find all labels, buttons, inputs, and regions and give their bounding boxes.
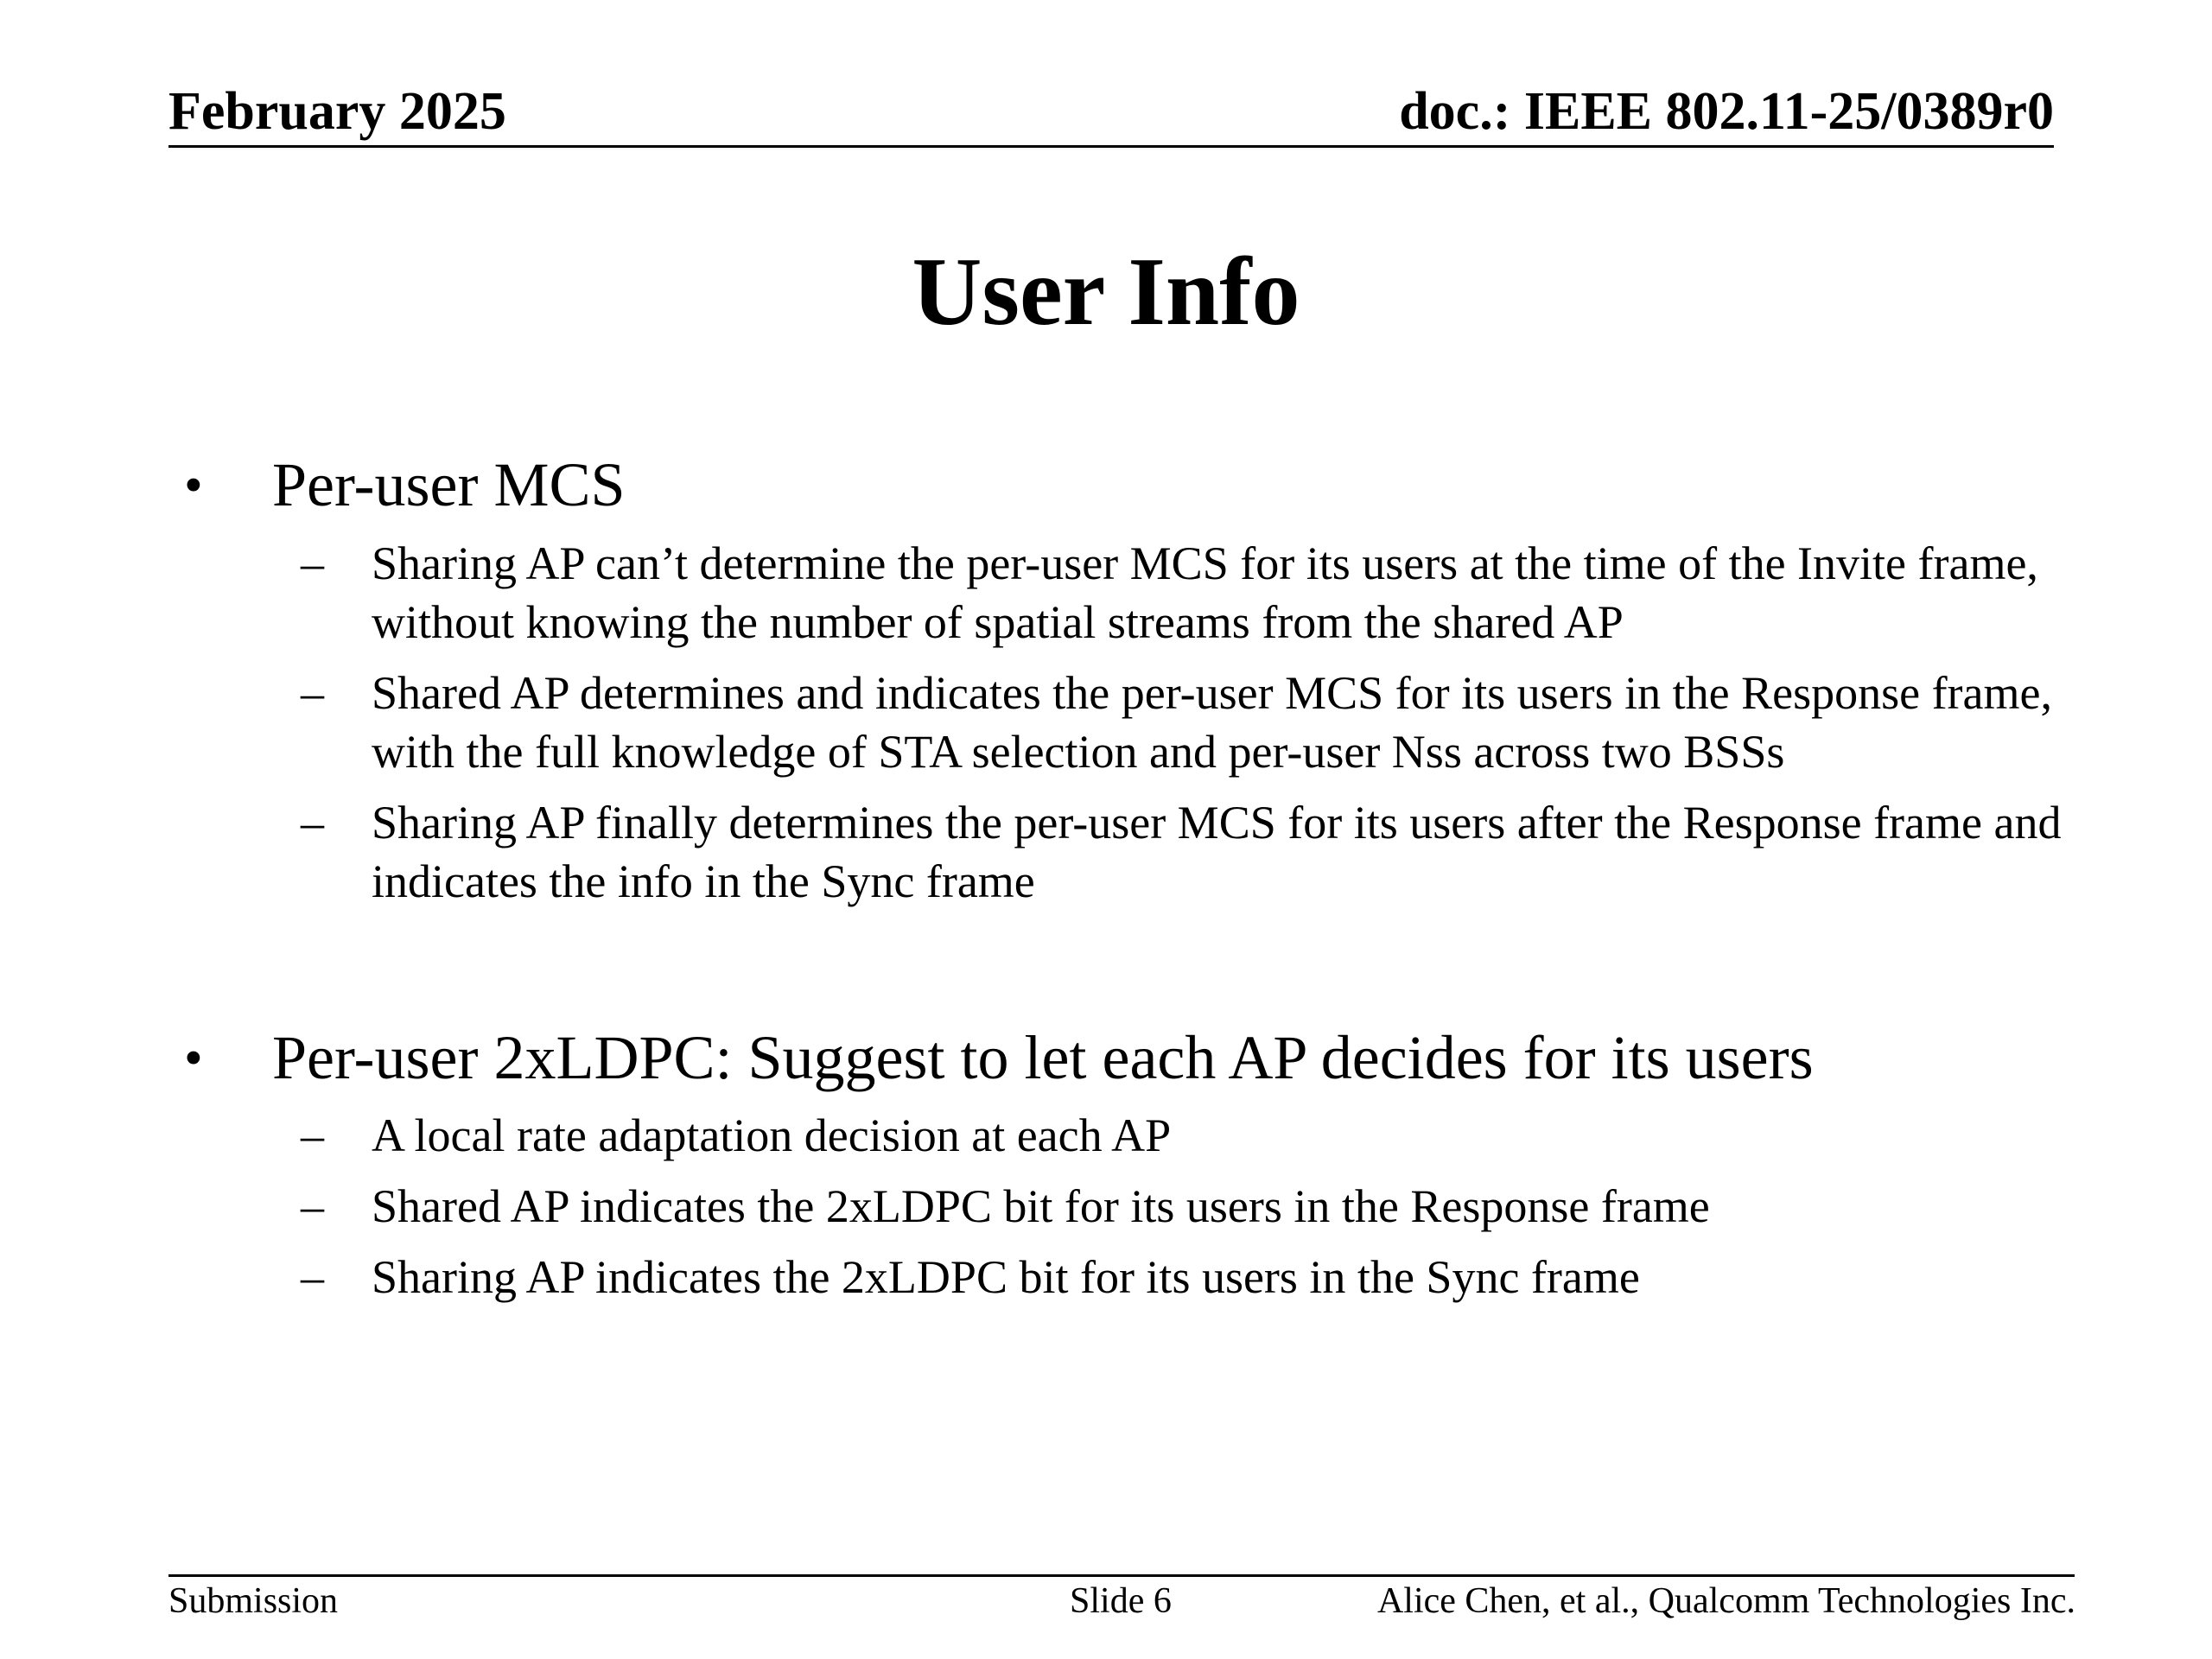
bullet-text: Per-user MCS [272, 450, 626, 519]
header-doc-id: doc.: IEEE 802.11-25/0389r0 [1399, 82, 2054, 141]
sub-text: Sharing AP finally determines the per-user MCS for its users after the Response frame and indicates the info in the Sync frame [372, 797, 2062, 907]
bullet-text: Per-user 2xLDPC: Suggest to let each AP decides for its users [272, 1023, 1814, 1092]
sub-marker: – [301, 1109, 324, 1161]
sub-text: Shared AP indicates the 2xLDPC bit for its users in the Response frame [372, 1180, 1710, 1232]
footer-slide-number: Slide 6 [1070, 1581, 1172, 1621]
footer-submission: Submission [168, 1581, 339, 1621]
sub-text: A local rate adaptation decision at each AP [372, 1109, 1172, 1161]
header-rule [168, 145, 2054, 148]
footer-rule [168, 1574, 2075, 1577]
sub-text: Sharing AP indicates the 2xLDPC bit for its users in the Sync frame [372, 1251, 1640, 1303]
bullet-marker: • [184, 456, 203, 515]
sub-marker: – [301, 1180, 324, 1232]
sub-text: Shared AP determines and indicates the per-user MCS for its users in the Response frame, with the full knowledge of STA selection and per-user Nss across two BSSs [372, 667, 2052, 778]
footer-authors: Alice Chen, et al., Qualcomm Technologies Inc. [1376, 1581, 2075, 1621]
bullet-marker: • [184, 1029, 203, 1088]
slide-title: User Info [912, 238, 1300, 346]
sub-marker: – [301, 797, 324, 849]
sub-marker: – [301, 537, 324, 589]
header-date: February 2025 [168, 82, 506, 141]
sub-marker: – [301, 1251, 324, 1303]
sub-text: Sharing AP can’t determine the per-user MCS for its users at the time of the Invite frame, without knowing the number of spatial streams from the shared AP [372, 537, 2038, 648]
sub-marker: – [301, 667, 324, 719]
